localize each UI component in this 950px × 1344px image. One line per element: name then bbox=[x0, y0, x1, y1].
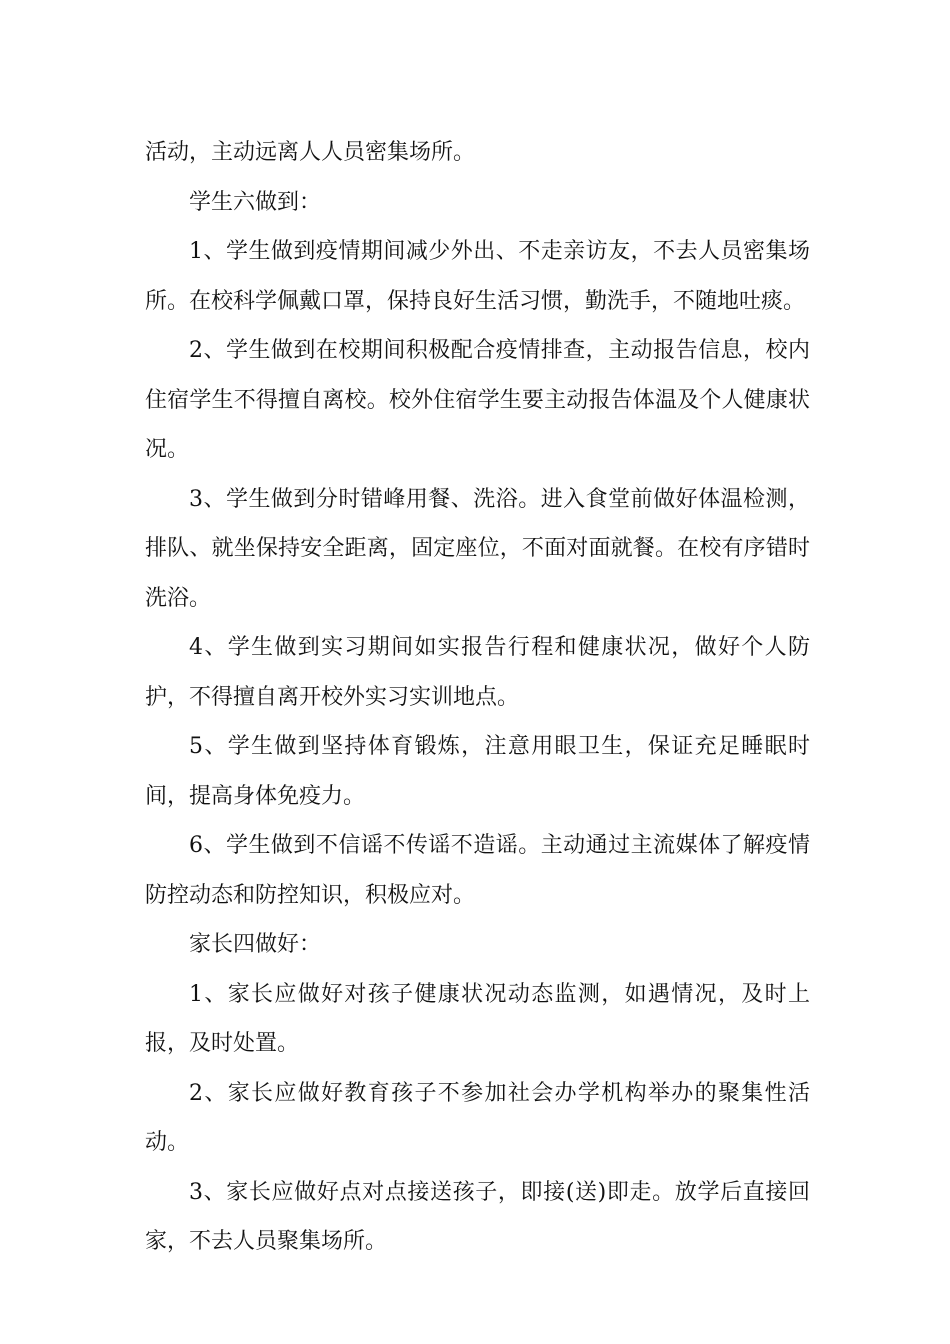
student-item-6: 6、学生做到不信谣不传谣不造谣。主动通过主流媒体了解疫情防控动态和防控知识，积极应对。 bbox=[145, 833, 810, 908]
student-item-5: 5、学生做到坚持体育锻炼，注意用眼卫生，保证充足睡眠时间，提高身体免疫力。 bbox=[145, 734, 810, 809]
student-item-2: 2、学生做到在校期间积极配合疫情排查，主动报告信息，校内住宿学生不得擅自离校。校外住宿学生要主动报告体温及个人健康状况。 bbox=[145, 338, 810, 462]
student-item-3: 3、学生做到分时错峰用餐、洗浴。进入食堂前做好体温检测，排队、就坐保持安全距离，固定座位，不面对面就餐。在校有序错时洗浴。 bbox=[145, 486, 810, 611]
student-item-4: 4、学生做到实习期间如实报告行程和健康状况，做好个人防护，不得擅自离开校外实习实训地点。 bbox=[145, 635, 810, 710]
heading-parents-four: 家长四做好： bbox=[189, 932, 322, 957]
parent-item-3: 3、家长应做好点对点接送孩子，即接(送)即走。放学后直接回家，不去人员聚集场所。 bbox=[145, 1179, 810, 1254]
paragraph-continuation: 活动，主动远离人人员密集场所。 bbox=[145, 140, 476, 165]
student-item-1: 1、学生做到疫情期间减少外出、不走亲访友，不去人员密集场所。在校科学佩戴口罩，保持良好生活习惯，勤洗手，不随地吐痰。 bbox=[145, 239, 810, 314]
document-body bbox=[145, 128, 810, 1267]
heading-students-six: 学生六做到： bbox=[189, 189, 322, 215]
parent-item-1: 1、家长应做好对孩子健康状况动态监测，如遇情况，及时上报，及时处置。 bbox=[145, 981, 810, 1056]
parent-item-2: 2、家长应做好教育孩子不参加社会办学机构举办的聚集性活动。 bbox=[145, 1080, 810, 1155]
